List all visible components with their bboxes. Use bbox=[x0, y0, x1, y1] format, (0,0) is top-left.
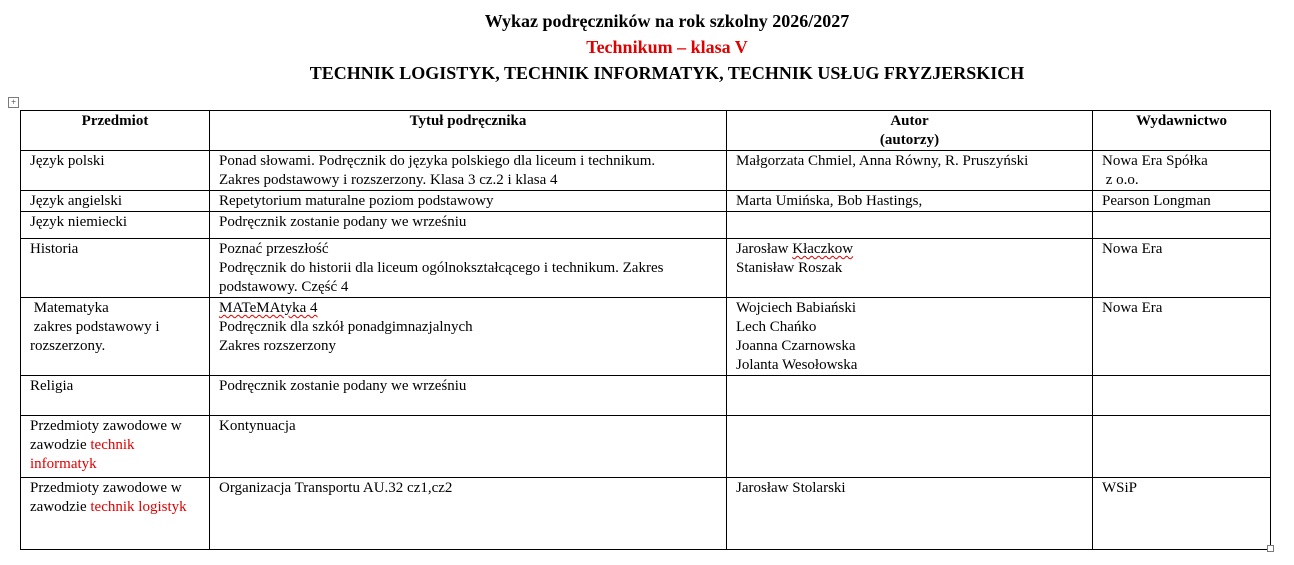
cell-publisher[interactable] bbox=[1093, 151, 1271, 191]
cell-author[interactable]: Marta Umińska, Bob Hastings, bbox=[727, 191, 1093, 212]
title-line bbox=[219, 299, 717, 318]
title-line: Zakres rozszerzony bbox=[219, 338, 337, 354]
spellcheck-underline: MATeMAtyka 4 bbox=[219, 300, 318, 316]
header-subject: Przedmiot bbox=[21, 111, 210, 151]
cell-publisher[interactable] bbox=[1093, 416, 1271, 478]
table-resize-handle[interactable] bbox=[1267, 545, 1274, 552]
subject-text: Przedmioty zawodowe w zawodzie bbox=[30, 480, 182, 515]
publisher-line: Nowa Era Spółka bbox=[1102, 153, 1208, 169]
table-header-row bbox=[21, 111, 1271, 151]
cell-author[interactable] bbox=[727, 376, 1093, 416]
title-line: Zakres podstawowy i rozszerzony. Klasa 3 cz.2 i klasa 4 bbox=[219, 172, 558, 188]
header-title: Tytuł podręcznika bbox=[210, 111, 727, 151]
author-line: Wojciech Babiański bbox=[736, 300, 857, 316]
cell-publisher[interactable]: WSiP bbox=[1093, 478, 1271, 550]
cell-publisher[interactable]: Pearson Longman bbox=[1093, 191, 1271, 212]
table-row bbox=[21, 191, 1271, 212]
profession-highlight: technik logistyk bbox=[90, 499, 187, 515]
title-line: Ponad słowami. Podręcznik do języka polskiego dla liceum i technikum. bbox=[219, 153, 656, 169]
table-row bbox=[21, 298, 1271, 376]
subject-line: Matematyka bbox=[30, 300, 109, 316]
author-line: Jolanta Wesołowska bbox=[736, 357, 858, 373]
cell-author[interactable] bbox=[727, 298, 1093, 376]
cell-publisher[interactable]: Nowa Era bbox=[1093, 298, 1271, 376]
header-author-line2: (autorzy) bbox=[879, 132, 940, 148]
cell-title[interactable] bbox=[210, 151, 727, 191]
profession-highlight: technik informatyk bbox=[30, 437, 135, 472]
cell-publisher[interactable] bbox=[1093, 212, 1271, 239]
header-author bbox=[727, 111, 1093, 151]
title-line: Podręcznik do historii dla liceum ogólnokształcącego i technikum. Zakres podstawowy. Część 4 bbox=[219, 260, 664, 295]
cell-author[interactable] bbox=[727, 239, 1093, 298]
cell-title[interactable]: Podręcznik zostanie podany we wrześniu bbox=[210, 376, 727, 416]
cell-author[interactable] bbox=[727, 212, 1093, 239]
author-line: Jarosław Kłaczkow bbox=[736, 241, 854, 257]
cell-subject[interactable] bbox=[21, 416, 210, 478]
cell-subject[interactable]: Historia bbox=[21, 239, 210, 298]
title-line: Poznać przeszłość bbox=[219, 241, 329, 257]
title-line: Podręcznik dla szkół ponadgimnazjalnych bbox=[219, 319, 473, 335]
table-row bbox=[21, 376, 1271, 416]
document-subtitle: Technikum – klasa V bbox=[586, 37, 748, 57]
table-row bbox=[21, 239, 1271, 298]
cell-title[interactable]: Organizacja Transportu AU.32 cz1,cz2 bbox=[210, 478, 727, 550]
cell-title[interactable]: Kontynuacja bbox=[210, 416, 727, 478]
cell-subject[interactable]: Język niemiecki bbox=[21, 212, 210, 239]
cell-subject[interactable] bbox=[21, 298, 210, 376]
table-row bbox=[21, 478, 1271, 550]
header-author-line1: Autor bbox=[890, 113, 929, 129]
author-line: Joanna Czarnowska bbox=[736, 338, 856, 354]
cell-title[interactable]: Podręcznik zostanie podany we wrześniu bbox=[210, 212, 727, 239]
cell-title[interactable] bbox=[210, 239, 727, 298]
header-publisher: Wydawnictwo bbox=[1093, 111, 1271, 151]
cell-author[interactable]: Małgorzata Chmiel, Anna Równy, R. Pruszyński bbox=[727, 151, 1093, 191]
cell-subject[interactable]: Religia bbox=[21, 376, 210, 416]
author-line: Stanisław Roszak bbox=[736, 260, 843, 276]
professions-line: TECHNIK LOGISTYK, TECHNIK INFORMATYK, TECHNIK USŁUG FRYZJERSKICH bbox=[309, 63, 1025, 83]
cell-author[interactable] bbox=[727, 416, 1093, 478]
table-row bbox=[21, 212, 1271, 239]
table-row bbox=[21, 416, 1271, 478]
subject-text: Przedmioty zawodowe w zawodzie bbox=[30, 418, 182, 453]
cell-publisher[interactable] bbox=[1093, 376, 1271, 416]
table-row bbox=[21, 151, 1271, 191]
spellcheck-underline: Kłaczkow bbox=[792, 241, 854, 257]
table-move-handle-icon[interactable]: + bbox=[8, 97, 19, 108]
cell-title[interactable]: Repetytorium maturalne poziom podstawowy bbox=[210, 191, 727, 212]
document-title: Wykaz podręczników na rok szkolny 2026/2027 bbox=[484, 11, 850, 31]
cell-subject[interactable]: Język polski bbox=[21, 151, 210, 191]
textbook-table bbox=[20, 110, 1271, 550]
author-line: Lech Chańko bbox=[736, 319, 817, 335]
cell-author[interactable]: Jarosław Stolarski bbox=[727, 478, 1093, 550]
subject-line: rozszerzony. bbox=[30, 338, 106, 354]
cell-title[interactable] bbox=[210, 298, 727, 376]
cell-subject[interactable]: Język angielski bbox=[21, 191, 210, 212]
document-header bbox=[0, 8, 1294, 86]
cell-publisher[interactable]: Nowa Era bbox=[1093, 239, 1271, 298]
cell-subject[interactable] bbox=[21, 478, 210, 550]
publisher-line: z o.o. bbox=[1102, 172, 1139, 188]
subject-line: zakres podstawowy i bbox=[30, 319, 160, 335]
